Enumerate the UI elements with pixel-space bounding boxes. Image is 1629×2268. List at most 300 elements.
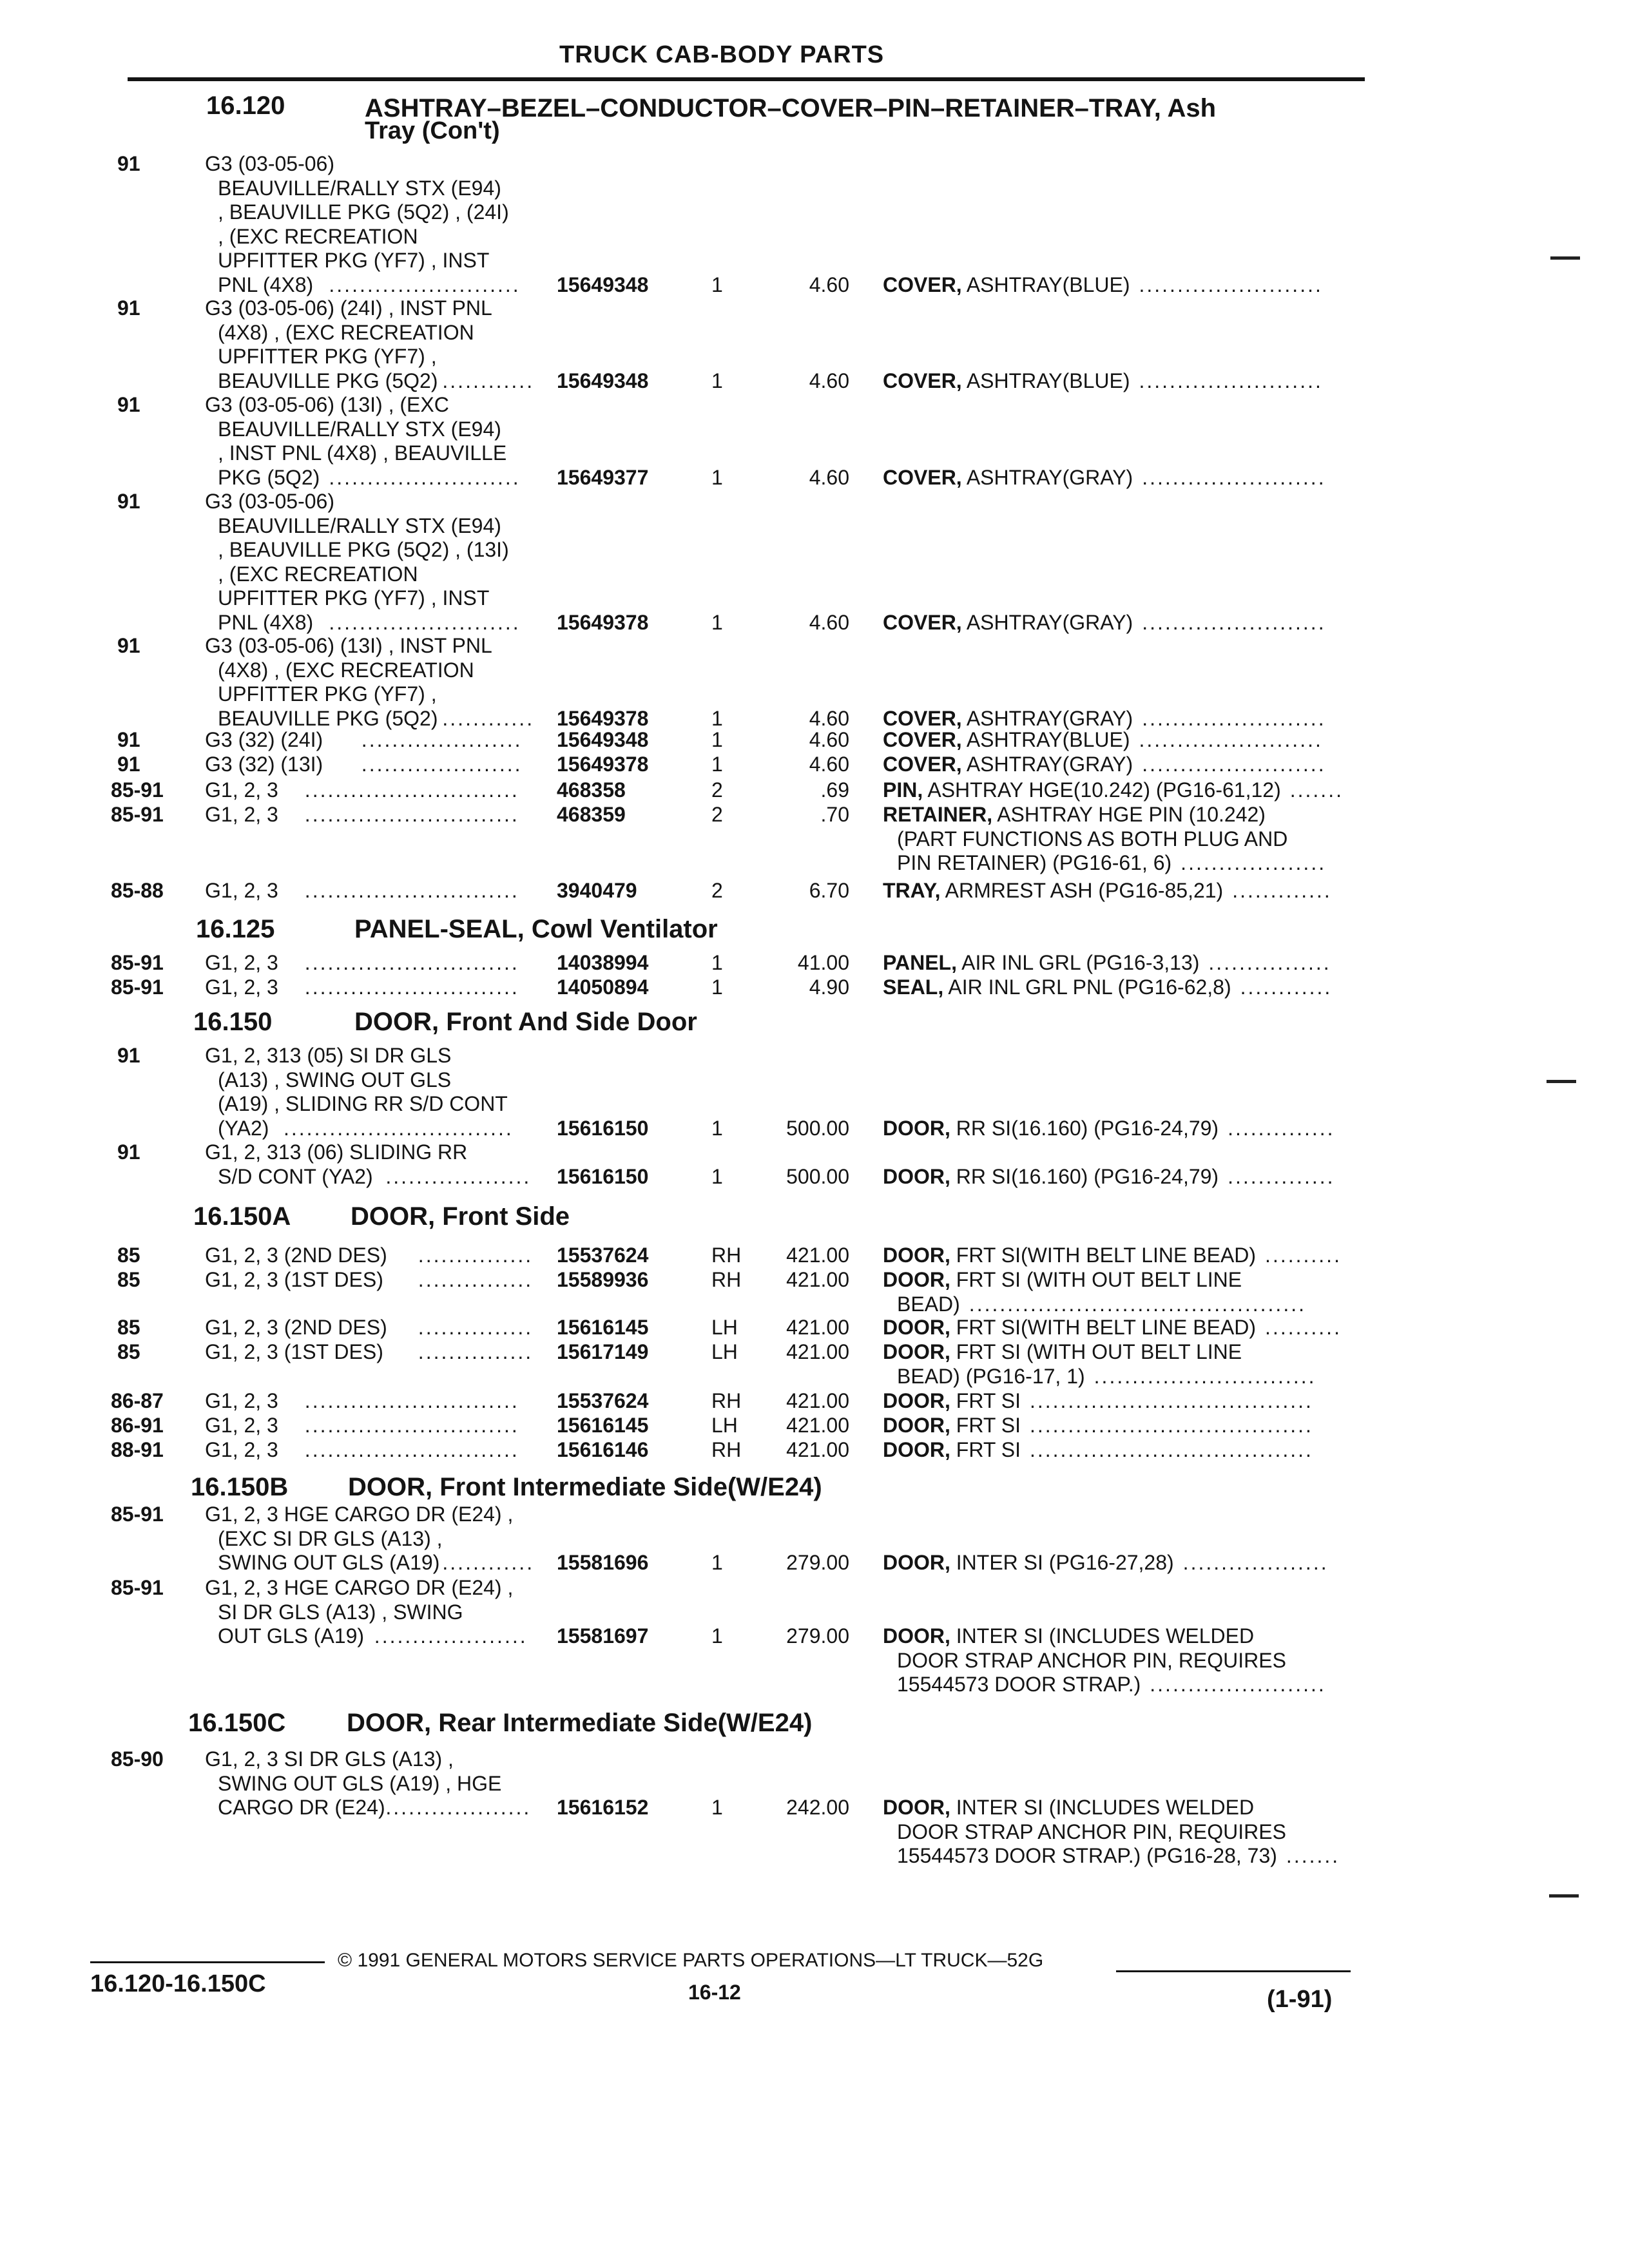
edge-mark <box>1549 1894 1579 1898</box>
description-text: FRT SI <box>956 1414 1021 1437</box>
leader-dots: ............ <box>1240 975 1333 999</box>
leader-dots: ............................ <box>304 1389 519 1412</box>
part-number: 468359 <box>557 803 626 826</box>
part-noun: COVER, <box>883 728 962 751</box>
part-description <box>883 273 1130 297</box>
price: 421.00 <box>786 1316 849 1339</box>
description-text: 15544573 DOOR STRAP.) (PG16-28, 73) <box>897 1844 1277 1867</box>
price: 4.60 <box>809 728 849 751</box>
part-description <box>883 1414 1021 1437</box>
description-text: FRT SI(WITH BELT LINE BEAD) <box>956 1244 1257 1267</box>
part-description <box>883 707 1133 731</box>
leader-dots: ........................ <box>1142 706 1326 730</box>
application-line: G1, 2, 313 (06) SLIDING RR <box>205 1140 468 1164</box>
price: 4.60 <box>809 465 849 489</box>
footer-copyright: © 1991 GENERAL MOTORS SERVICE PARTS OPERATIONS—LT TRUCK—52G <box>338 1950 1044 1971</box>
part-description <box>883 975 1231 999</box>
leader-dots: ............................ <box>304 778 519 802</box>
part-number: 15616150 <box>557 1116 649 1140</box>
application-line: SWING OUT GLS (A19) , HGE <box>218 1771 502 1795</box>
leader-dots: ............................ <box>304 951 519 974</box>
description-text: ASHTRAY(GRAY) <box>966 465 1133 489</box>
leader-dots: .......... <box>1265 1244 1342 1267</box>
price: 4.60 <box>809 706 849 730</box>
leader-dots: ........................ <box>1139 369 1323 392</box>
header-rule <box>128 77 1365 81</box>
description-text: ASHTRAY HGE PIN (10.242) <box>997 803 1266 826</box>
part-noun: COVER, <box>883 369 962 392</box>
part-number: 3940479 <box>557 879 637 902</box>
quantity: 1 <box>711 728 723 751</box>
model-year: 86-91 <box>111 1414 164 1437</box>
application-line: OUT GLS (A19) <box>218 1624 365 1648</box>
application-line: G1, 2, 3 HGE CARGO DR (E24) , <box>205 1503 514 1526</box>
price: .69 <box>820 778 849 802</box>
section-number: 16.150B <box>191 1473 289 1501</box>
application-line: UPFITTER PKG (YF7) , <box>218 682 437 706</box>
part-description <box>883 879 1223 903</box>
application-line: G1, 2, 3 <box>205 951 278 974</box>
part-number: 15616150 <box>557 1164 649 1188</box>
application-line: G1, 2, 3 (1ST DES) <box>205 1268 383 1291</box>
model-year: 85-91 <box>111 778 164 802</box>
description-text: PIN RETAINER) (PG16-61, 6) <box>897 851 1172 874</box>
part-description <box>883 1551 1174 1575</box>
leader-dots: ............. <box>1232 879 1332 902</box>
part-number: 15649348 <box>557 369 649 392</box>
application-line: PNL (4X8) <box>218 610 314 634</box>
description-text: FRT SI (WITH OUT BELT LINE <box>956 1340 1242 1363</box>
application-line: G3 (03-05-06) <box>205 490 334 513</box>
model-year: 85 <box>117 1316 140 1339</box>
model-year: 85 <box>117 1268 140 1291</box>
leader-dots: ............... <box>418 1268 534 1291</box>
description-text: ASHTRAY(BLUE) <box>966 273 1130 296</box>
application-line: BEAUVILLE/RALLY STX (E94) <box>218 417 501 441</box>
description-text: RR SI(16.160) (PG16-24,79) <box>956 1164 1219 1188</box>
model-year: 91 <box>117 490 140 513</box>
model-year: 85-90 <box>111 1747 164 1771</box>
description-text: FRT SI <box>956 1438 1021 1461</box>
leader-dots: ............................................ <box>969 1292 1306 1316</box>
quantity: 1 <box>711 1116 723 1140</box>
leader-dots: ......................... <box>329 465 521 489</box>
model-year: 91 <box>117 753 140 776</box>
part-description <box>897 1365 1085 1389</box>
price: 421.00 <box>786 1268 849 1291</box>
description-text: BEAD) (PG16-17, 1) <box>897 1364 1085 1388</box>
price: 242.00 <box>786 1796 849 1819</box>
model-year: 85-91 <box>111 1503 164 1526</box>
description-text: RR SI(16.160) (PG16-24,79) <box>956 1116 1219 1140</box>
section-title: ASHTRAY–BEZEL–CONDUCTOR–COVER–PIN–RETAINER–TRAY, Ash <box>365 94 1217 122</box>
leader-dots: ............................ <box>304 879 519 902</box>
model-year: 85-91 <box>111 803 164 826</box>
part-number: 468358 <box>557 778 626 802</box>
application-line: SWING OUT GLS (A19) <box>218 1551 440 1574</box>
application-line: G3 (32) (13I) <box>205 753 323 776</box>
leader-dots: ............... <box>418 1244 534 1267</box>
leader-dots: ............... <box>418 1316 534 1339</box>
application-line: G1, 2, 3 <box>205 778 278 802</box>
quantity: 2 <box>711 778 723 802</box>
application-line: , (EXC RECREATION <box>218 224 418 248</box>
application-line: (EXC SI DR GLS (A13) , <box>218 1526 443 1550</box>
part-number: 15616145 <box>557 1414 649 1437</box>
part-noun: COVER, <box>883 465 962 489</box>
part-noun: COVER, <box>883 610 962 634</box>
price: 4.60 <box>809 369 849 392</box>
price: 279.00 <box>786 1624 849 1648</box>
quantity: 2 <box>711 803 723 826</box>
description-text: FRT SI (WITH OUT BELT LINE <box>956 1268 1242 1291</box>
application-line: G3 (32) (24I) <box>205 728 323 751</box>
leader-dots: ................ <box>1208 951 1331 974</box>
price: 421.00 <box>786 1438 849 1461</box>
section-number: 16.150A <box>193 1202 291 1231</box>
part-noun: DOOR, <box>883 1796 950 1819</box>
part-noun: DOOR, <box>883 1164 950 1188</box>
application-line: (4X8) , (EXC RECREATION <box>218 658 474 682</box>
leader-dots: ..................................... <box>1029 1438 1313 1461</box>
leader-dots: ............................ <box>304 975 519 999</box>
application-line: BEAUVILLE PKG (5Q2) <box>218 369 438 392</box>
part-description <box>883 1316 1256 1340</box>
description-text: INTER SI (INCLUDES WELDED <box>956 1624 1255 1648</box>
quantity: LH <box>711 1414 738 1437</box>
section-title: PANEL-SEAL, Cowl Ventilator <box>354 915 718 943</box>
footer-rule-right <box>1116 1970 1351 1972</box>
price: 4.90 <box>809 975 849 999</box>
quantity: 1 <box>711 1624 723 1648</box>
quantity: 1 <box>711 975 723 999</box>
leader-dots: ............ <box>442 369 535 392</box>
part-noun: DOOR, <box>883 1551 950 1574</box>
leader-dots: ............................ <box>304 803 519 826</box>
part-description <box>883 1438 1021 1462</box>
leader-dots: ............................ <box>304 1438 519 1461</box>
application-line: BEAUVILLE PKG (5Q2) <box>218 706 438 730</box>
leader-dots: ........................ <box>1142 465 1326 489</box>
model-year: 88-91 <box>111 1438 164 1461</box>
part-number: 15616145 <box>557 1316 649 1339</box>
model-year: 85-88 <box>111 879 164 902</box>
part-description <box>883 1389 1021 1413</box>
part-number: 15581696 <box>557 1551 649 1574</box>
part-noun: DOOR, <box>883 1438 950 1461</box>
price: 500.00 <box>786 1116 849 1140</box>
leader-dots: ........................ <box>1139 728 1323 751</box>
description-text: DOOR STRAP ANCHOR PIN, REQUIRES <box>897 1820 1286 1843</box>
leader-dots: ..................... <box>361 753 523 776</box>
model-year: 91 <box>117 634 140 657</box>
part-number: 15649377 <box>557 465 649 489</box>
application-line: G3 (03-05-06) (24I) , INST PNL <box>205 296 492 320</box>
description-text: INTER SI (PG16-27,28) <box>956 1551 1174 1574</box>
application-line: BEAUVILLE/RALLY STX (E94) <box>218 514 501 537</box>
application-line: , BEAUVILLE PKG (5Q2) , (13I) <box>218 538 509 561</box>
model-year: 91 <box>117 728 140 751</box>
description-text: AIR INL GRL (PG16-3,13) <box>961 951 1200 974</box>
leader-dots: ........................ <box>1139 273 1323 296</box>
leader-dots: ............ <box>442 706 535 730</box>
leader-dots: ......................... <box>329 610 521 634</box>
leader-dots: ..................................... <box>1029 1389 1313 1412</box>
application-line: PKG (5Q2) <box>218 465 320 489</box>
quantity: 1 <box>711 706 723 730</box>
leader-dots: ............................ <box>304 1414 519 1437</box>
application-line: G1, 2, 3 (2ND DES) <box>205 1316 387 1339</box>
price: 4.60 <box>809 753 849 776</box>
part-description <box>897 1844 1277 1868</box>
application-line: (4X8) , (EXC RECREATION <box>218 320 474 344</box>
part-noun: TRAY, <box>883 879 941 902</box>
model-year: 91 <box>117 152 140 175</box>
part-noun: DOOR, <box>883 1316 950 1339</box>
part-description <box>883 1624 1254 1648</box>
model-year: 91 <box>117 1044 140 1067</box>
leader-dots: ............................. <box>1094 1364 1316 1388</box>
part-number: 15537624 <box>557 1389 649 1412</box>
part-noun: DOOR, <box>883 1389 950 1412</box>
quantity: 1 <box>711 1796 723 1819</box>
leader-dots: ........................ <box>1142 610 1326 634</box>
price: 4.60 <box>809 610 849 634</box>
part-noun: PANEL, <box>883 951 957 974</box>
part-number: 15649348 <box>557 273 649 296</box>
part-number: 15616152 <box>557 1796 649 1819</box>
model-year: 85-91 <box>111 975 164 999</box>
footer-rule-left <box>90 1961 325 1963</box>
part-noun: DOOR, <box>883 1244 950 1267</box>
description-text: ASHTRAY(BLUE) <box>966 369 1130 392</box>
model-year: 85-91 <box>111 951 164 974</box>
part-description <box>883 951 1199 975</box>
price: 279.00 <box>786 1551 849 1574</box>
application-line: UPFITTER PKG (YF7) , INST <box>218 586 490 610</box>
leader-dots: ................... <box>385 1796 532 1819</box>
part-description <box>897 1649 1286 1673</box>
part-number: 15649378 <box>557 753 649 776</box>
application-line: BEAUVILLE/RALLY STX (E94) <box>218 176 501 200</box>
application-line: G1, 2, 3 (2ND DES) <box>205 1244 387 1267</box>
edge-mark <box>1550 256 1580 260</box>
application-line: G1, 2, 3 <box>205 803 278 826</box>
price: 41.00 <box>797 951 849 974</box>
part-number: 15616146 <box>557 1438 649 1461</box>
leader-dots: .......... <box>1265 1316 1342 1339</box>
part-noun: COVER, <box>883 273 962 296</box>
leader-dots: ....... <box>1289 778 1344 802</box>
section-title: DOOR, Rear Intermediate Side(W/E24) <box>347 1709 813 1737</box>
application-line: S/D CONT (YA2) <box>218 1164 373 1188</box>
leader-dots: .............. <box>1228 1116 1335 1140</box>
quantity: LH <box>711 1340 738 1363</box>
leader-dots: ......................... <box>329 273 521 296</box>
quantity: 1 <box>711 465 723 489</box>
part-description <box>897 1673 1141 1696</box>
part-description <box>883 1117 1219 1140</box>
price: 421.00 <box>786 1389 849 1412</box>
footer-revision-date: (1-91) <box>1267 1986 1333 2013</box>
part-description <box>883 466 1133 490</box>
leader-dots: ................... <box>1181 851 1327 874</box>
part-noun: DOOR, <box>883 1414 950 1437</box>
description-text: ASHTRAY(GRAY) <box>966 706 1133 730</box>
part-number: 15617149 <box>557 1340 649 1363</box>
leader-dots: ............... <box>418 1340 534 1363</box>
part-description <box>883 1340 1242 1364</box>
part-description <box>897 1820 1286 1844</box>
quantity: RH <box>711 1244 742 1267</box>
description-text: ASHTRAY(GRAY) <box>966 753 1133 776</box>
price: 4.60 <box>809 273 849 296</box>
leader-dots: .............. <box>1228 1164 1335 1188</box>
application-line: G3 (03-05-06) <box>205 152 334 175</box>
description-text: FRT SI <box>956 1389 1021 1412</box>
leader-dots: ....... <box>1286 1844 1340 1867</box>
application-line: CARGO DR (E24) <box>218 1796 385 1819</box>
quantity: 2 <box>711 879 723 902</box>
description-text: ASHTRAY(BLUE) <box>966 728 1130 751</box>
section-number: 16.120 <box>206 91 285 120</box>
description-text: ASHTRAY HGE(10.242) (PG16-61,12) <box>927 778 1281 802</box>
application-line: G1, 2, 3 <box>205 1389 278 1412</box>
application-line: (A13) , SWING OUT GLS <box>218 1068 452 1091</box>
part-description <box>883 728 1130 752</box>
part-number: 14050894 <box>557 975 649 999</box>
part-noun: SEAL, <box>883 975 944 999</box>
part-noun: RETAINER, <box>883 803 993 826</box>
part-description <box>883 1268 1242 1292</box>
part-description <box>897 1293 960 1316</box>
part-noun: DOOR, <box>883 1268 950 1291</box>
price: 6.70 <box>809 879 849 902</box>
leader-dots: .................... <box>374 1624 528 1648</box>
application-line: , (EXC RECREATION <box>218 562 418 586</box>
leader-dots: ....................... <box>1150 1673 1326 1696</box>
description-text: 15544573 DOOR STRAP.) <box>897 1673 1141 1696</box>
part-description <box>883 753 1133 776</box>
application-line: G3 (03-05-06) (13I) , INST PNL <box>205 634 492 657</box>
description-text: BEAD) <box>897 1292 960 1316</box>
section-number: 16.125 <box>196 915 275 943</box>
part-number: 15589936 <box>557 1268 649 1291</box>
model-year: 91 <box>117 393 140 416</box>
page-header-title: TRUCK CAB-BODY PARTS <box>559 41 885 68</box>
application-line: G1, 2, 3 <box>205 1438 278 1461</box>
application-line: G1, 2, 3 SI DR GLS (A13) , <box>205 1747 454 1771</box>
model-year: 91 <box>117 296 140 320</box>
part-number: 15537624 <box>557 1244 649 1267</box>
application-line: PNL (4X8) <box>218 273 314 296</box>
part-number: 15649378 <box>557 706 649 730</box>
part-description <box>883 1244 1256 1267</box>
quantity: RH <box>711 1268 742 1291</box>
part-description <box>883 611 1133 635</box>
footer-page-number: 16-12 <box>688 1981 741 2004</box>
section-title: DOOR, Front And Side Door <box>354 1008 697 1036</box>
description-text: INTER SI (INCLUDES WELDED <box>956 1796 1255 1819</box>
leader-dots: ................... <box>385 1164 532 1188</box>
section-number: 16.150 <box>193 1008 273 1036</box>
part-description <box>883 778 1281 802</box>
description-text: ASHTRAY(GRAY) <box>966 610 1133 634</box>
application-line: G1, 2, 3 <box>205 1414 278 1437</box>
description-text: AIR INL GRL PNL (PG16-62,8) <box>948 975 1231 999</box>
quantity: RH <box>711 1438 742 1461</box>
application-line: G1, 2, 3 HGE CARGO DR (E24) , <box>205 1576 514 1599</box>
application-line: G1, 2, 3 <box>205 975 278 999</box>
part-noun: PIN, <box>883 778 923 802</box>
part-noun: DOOR, <box>883 1624 950 1648</box>
part-description <box>897 827 1287 851</box>
quantity: 1 <box>711 273 723 296</box>
application-line: , BEAUVILLE PKG (5Q2) , (24I) <box>218 200 509 224</box>
part-number: 15649348 <box>557 728 649 751</box>
application-line: G1, 2, 313 (05) SI DR GLS <box>205 1044 452 1067</box>
application-line: G3 (03-05-06) (13I) , (EXC <box>205 393 449 416</box>
edge-mark <box>1547 1080 1576 1083</box>
description-text: ARMREST ASH (PG16-85,21) <box>945 879 1224 902</box>
part-noun: DOOR, <box>883 1116 950 1140</box>
model-year: 86-87 <box>111 1389 164 1412</box>
application-line: SI DR GLS (A13) , SWING <box>218 1600 463 1624</box>
section-title-continued: Tray (Con't) <box>365 117 500 144</box>
price: 421.00 <box>786 1340 849 1363</box>
price: 500.00 <box>786 1164 849 1188</box>
leader-dots: ............ <box>442 1551 535 1574</box>
model-year: 85-91 <box>111 1576 164 1599</box>
quantity: 1 <box>711 1551 723 1574</box>
section-title: DOOR, Front Side <box>351 1202 570 1231</box>
model-year: 85 <box>117 1340 140 1363</box>
description-text: (PART FUNCTIONS AS BOTH PLUG AND <box>897 827 1288 850</box>
leader-dots: ..................... <box>361 728 523 751</box>
part-noun: COVER, <box>883 706 962 730</box>
part-description <box>897 851 1171 875</box>
quantity: LH <box>711 1316 738 1339</box>
application-line: UPFITTER PKG (YF7) , INST <box>218 249 490 272</box>
part-description <box>883 1796 1254 1820</box>
part-description <box>883 369 1130 393</box>
price: 421.00 <box>786 1414 849 1437</box>
quantity: 1 <box>711 1164 723 1188</box>
application-line: (A19) , SLIDING RR S/D CONT <box>218 1092 508 1115</box>
application-line: , INST PNL (4X8) , BEAUVILLE <box>218 441 507 465</box>
quantity: 1 <box>711 610 723 634</box>
quantity: 1 <box>711 951 723 974</box>
leader-dots: ........................ <box>1142 753 1326 776</box>
part-number: 15581697 <box>557 1624 649 1648</box>
quantity: RH <box>711 1389 742 1412</box>
part-description <box>883 803 1266 827</box>
section-title: DOOR, Front Intermediate Side(W/E24) <box>348 1473 822 1501</box>
application-line: (YA2) <box>218 1116 269 1140</box>
application-line: UPFITTER PKG (YF7) , <box>218 345 437 368</box>
price: 421.00 <box>786 1244 849 1267</box>
description-text: FRT SI(WITH BELT LINE BEAD) <box>956 1316 1257 1339</box>
part-number: 14038994 <box>557 951 649 974</box>
price: .70 <box>820 803 849 826</box>
part-noun: COVER, <box>883 753 962 776</box>
application-line: G1, 2, 3 (1ST DES) <box>205 1340 383 1363</box>
quantity: 1 <box>711 369 723 392</box>
quantity: 1 <box>711 753 723 776</box>
leader-dots: .............................. <box>284 1116 514 1140</box>
section-number: 16.150C <box>188 1709 286 1737</box>
leader-dots: ..................................... <box>1029 1414 1313 1437</box>
